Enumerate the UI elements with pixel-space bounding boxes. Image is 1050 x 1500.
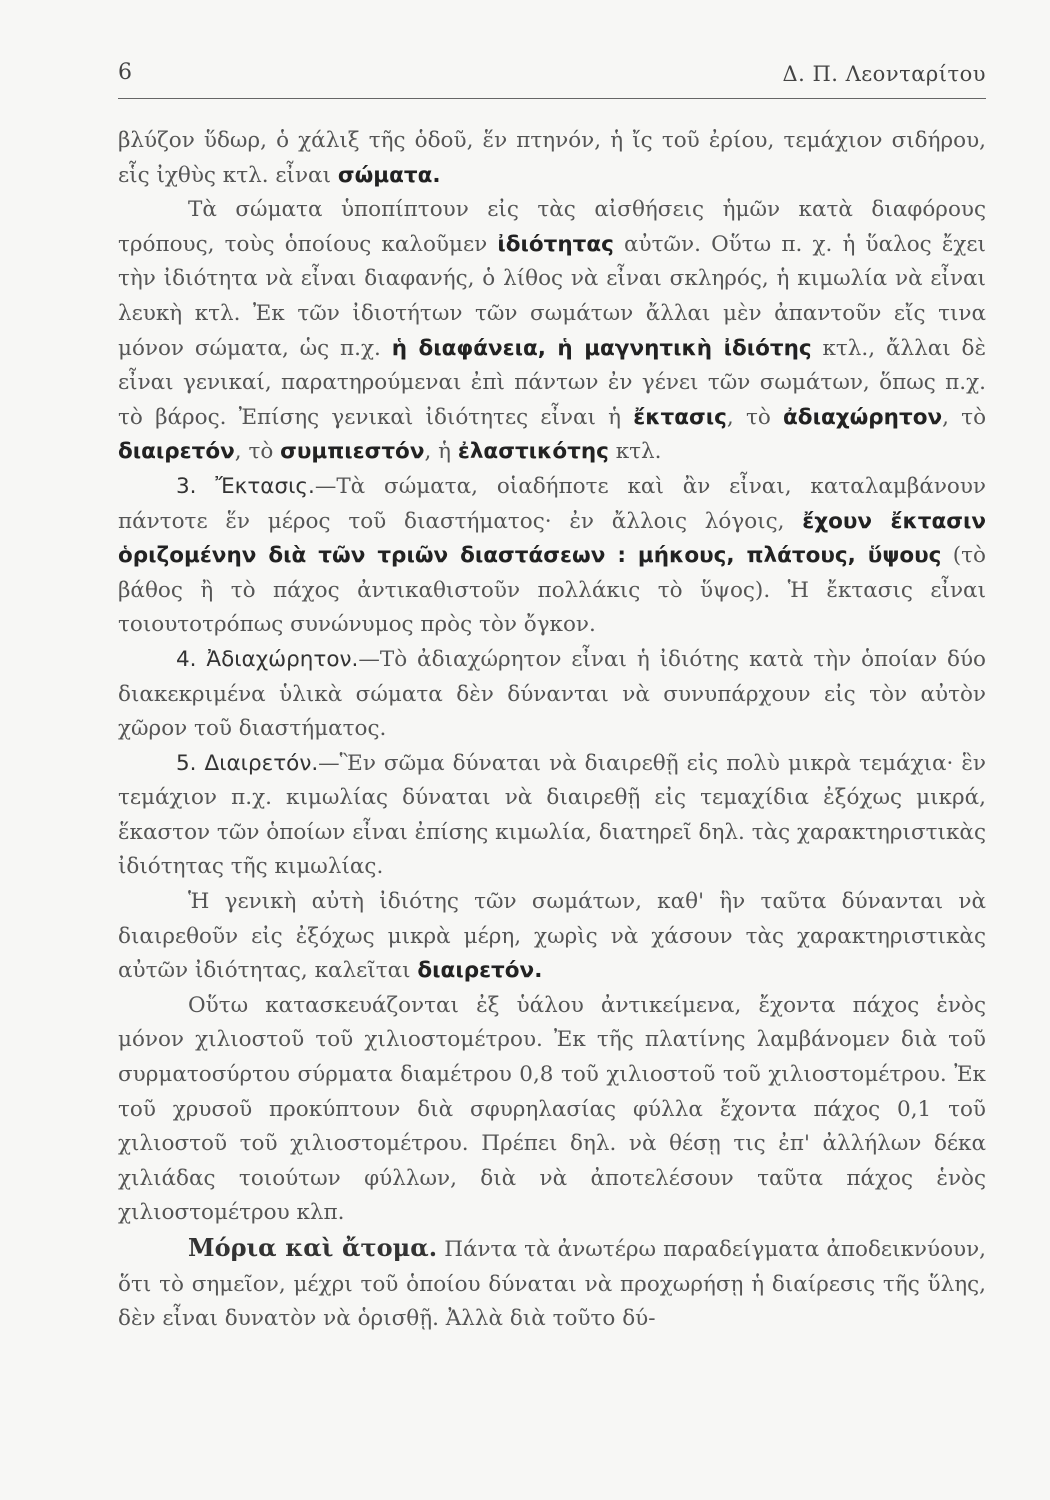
paragraph	[118, 193, 986, 470]
text-run: αὐτῶν. Οὕτω π. χ. ἡ ὕαλος ἔχει τὴν ἰδιότητα νὰ εἶναι διαφανής, ὁ λίθος νὰ εἶναι σκληρός, ἡ κιμωλία νὰ εἶναι λευκὴ κτλ. Ἐκ τῶν ἰδιοτήτων τῶν σωμάτων ἄλλαι μὲν ἀπαντοῦν εἴς τινα μόνον σώματα, ὡς π.χ.	[118, 231, 986, 361]
paragraph	[118, 885, 986, 989]
bold-term: ἔκτασις	[633, 404, 727, 430]
section-divisibility	[118, 747, 986, 885]
text-run: (τὸ βάθος ἢ τὸ πάχος ἀντικαθιστοῦν πολλάκις τὸ ὕψος). Ἡ ἔκτασις εἶναι τοιουτοτρόπως συνώνυμος πρὸς τὸν ὄγκον.	[118, 543, 987, 638]
text-run: Πάντα τὰ ἀνωτέρω παραδείγματα ἀποδεικνύουν, ὅτι τὸ σημεῖον, μέχρι τοῦ ὁποίου δύναται νὰ προχωρήσῃ ἡ διαίρεσις τῆς ὕλης, δὲν εἶναι δυνατὸν νὰ ὁρισθῇ. Ἀλλὰ διὰ τοῦτο δύ-	[118, 1237, 986, 1332]
bold-term: διαιρετόν.	[417, 958, 543, 984]
bold-term: ἡ διαφάνεια, ἡ μαγνητικὴ ἰδιότης	[391, 335, 812, 361]
text-run: Τὰ σώματα ὑποπίπτουν εἰς τὰς αἰσθήσεις ἡμῶν κατὰ διαφόρους τρόπους, τοὺς ὁποίους καλοῦμεν	[118, 197, 986, 257]
section-heading: 3. Ἔκτασις.	[176, 473, 315, 499]
section-heading: Μόρια καὶ ἄτομα.	[188, 1233, 438, 1262]
bold-term: ἀδιαχώρητον	[783, 404, 943, 430]
text-run: —Τὰ σώματα, οἱαδήποτε καὶ ἂν εἶναι, καταλαμβάνουν πάντοτε ἕν μέρος τοῦ διαστήματος· ἐν ἄλλοις λόγοις,	[118, 473, 987, 534]
text-run: —Ἓν σῶμα δύναται νὰ διαιρεθῇ εἰς πολὺ μικρὰ τεμάχια· ἓν τεμάχιον π.χ. κιμωλίας δύναται νὰ διαιρεθῇ εἰς τεμαχίδια ἐξόχως μικρά, ἕκαστον τῶν ὁποίων εἶναι ἐπίσης κιμωλία, διατηρεῖ δηλ. τὰς χαρακτηριστικὰς ἰδιότητας τῆς κιμωλίας.	[118, 750, 986, 880]
running-head-author: Δ. Π. Λεονταρίτου	[782, 62, 986, 86]
paragraph	[118, 124, 986, 193]
body-text	[118, 124, 986, 1337]
section-heading: 5. Διαιρετόν.	[176, 750, 319, 776]
bold-term: συμπιεστόν	[280, 439, 425, 465]
text-run: Ἡ γενικὴ αὐτὴ ἰδιότης τῶν σωμάτων, καθ' ἣν ταῦτα δύνανται νὰ διαιρεθοῦν εἰς ἐξόχως μικρὰ μέρη, χωρὶς νὰ χάσουν τὰς χαρακτηριστικὰς αὐτῶν ἰδιότητας, καλεῖται	[118, 889, 986, 984]
bold-term: ἔχουν ἔκτασιν ὁριζομένην διὰ τῶν τριῶν διαστάσεων : μήκους, πλάτους, ὕψους	[118, 508, 987, 569]
text-run: Οὕτω κατασκευάζονται ἐξ ὑάλου ἀντικείμενα, ἔχοντα πάχος ἑνὸς μόνον χιλιοστοῦ τοῦ χιλιοστομέτρου. Ἐκ τῆς πλατίνης λαμβάνομεν διὰ τοῦ συρματοσύρτου σύρματα διαμέτρου 0,8 τοῦ χιλιοστοῦ τοῦ χιλιοστομέτρου. Ἐκ τοῦ χρυσοῦ προκύπτουν διὰ σφυρηλασίας φύλλα ἔχοντα πάχος 0,1 τοῦ χιλιοστοῦ τοῦ χιλιοστομέτρου. Πρέπει δηλ. νὰ θέσῃ τις ἐπ' ἀλλήλων δέκα χιλιάδας τοιούτων φύλλων, διὰ νὰ ἀποτελέσουν ταῦτα πάχος ἑνὸς χιλιοστομέτρου κλπ.	[118, 992, 986, 1226]
section-impenetrability	[118, 643, 986, 747]
section-molecules-atoms	[118, 1231, 986, 1337]
text-run: , τὸ	[726, 404, 784, 430]
bold-term: ἰδιότητας	[497, 231, 614, 257]
text-run: , τὸ	[234, 439, 281, 465]
text-run: κτλ., ἄλλαι δὲ εἶναι γενικαί, παρατηρούμεναι ἐπὶ πάντων ἐν γένει τῶν σωμάτων, ὅπως π.χ. τὸ βάρος. Ἐπίσης γενικαὶ ἰδιότητες εἶναι ἡ	[118, 335, 986, 430]
text-run: βλύζον ὕδωρ, ὁ χάλιξ τῆς ὁδοῦ, ἕν πτηνόν, ἡ ἴς τοῦ ἐρίου, τεμάχιον σιδήρου, εἷς ἰχθὺς κτλ. εἶναι	[118, 128, 986, 188]
text-run: κτλ.	[608, 439, 662, 465]
section-heading: 4. Ἀδιαχώρητον.	[176, 646, 359, 672]
page-number: 6	[118, 60, 132, 85]
bold-term: διαιρετόν	[118, 439, 235, 465]
section-extension	[118, 470, 986, 643]
bold-term: σώματα.	[337, 162, 441, 188]
text-run: , τὸ	[942, 404, 987, 430]
paragraph	[118, 989, 986, 1231]
text-run: —Τὸ ἀδιαχώρητον εἶναι ἡ ἰδιότης κατὰ τὴν ὁποίαν δύο διακεκριμένα ὑλικὰ σώματα δὲν δύνανται νὰ συνυπάρχουν εἰς τὸν αὐτὸν χῶρον τοῦ διαστήματος.	[118, 646, 987, 742]
page-header	[118, 58, 986, 99]
text-run: , ἡ	[424, 439, 458, 465]
bold-term: ἐλαστικότης	[457, 439, 609, 465]
